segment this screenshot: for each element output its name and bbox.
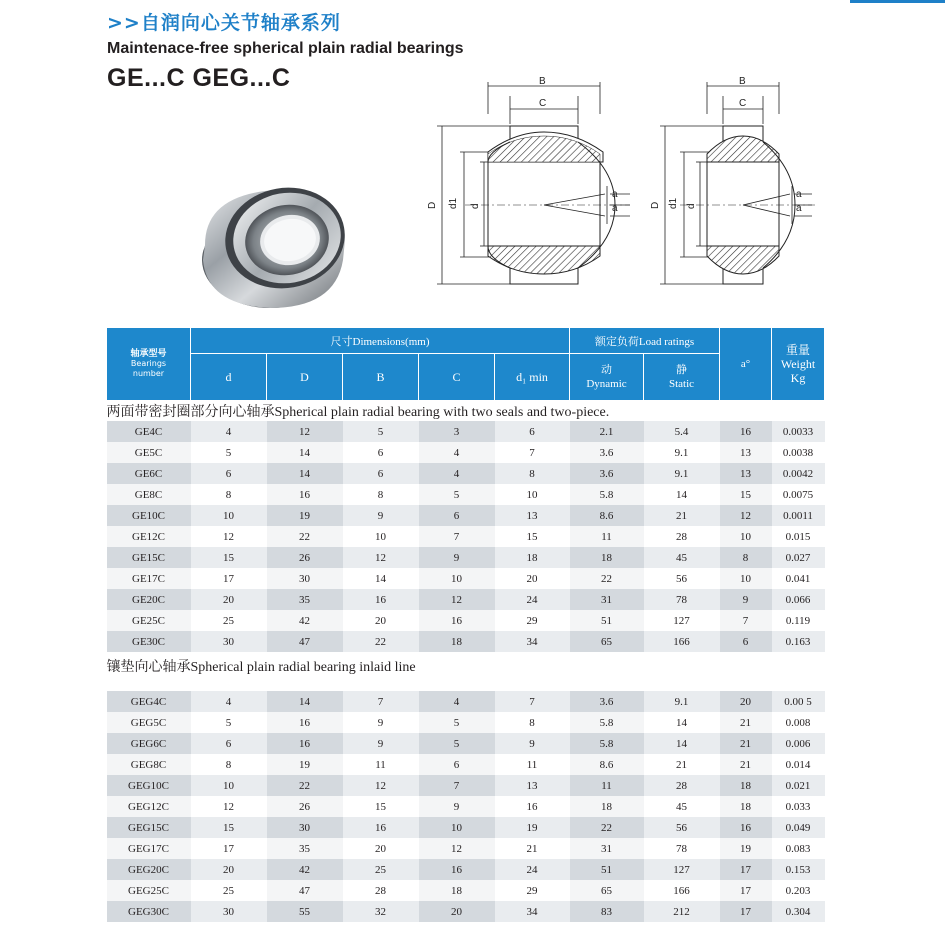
table-cell: 5.8 xyxy=(570,484,644,505)
table-cell: 19 xyxy=(267,505,343,526)
bearing-number-cell: GEG30C xyxy=(107,901,191,922)
table-cell: 20 xyxy=(495,568,570,589)
table-cell: 15 xyxy=(191,547,267,568)
table-cell: 8.6 xyxy=(570,754,644,775)
table-cell: 10 xyxy=(191,505,267,526)
table-cell: 12 xyxy=(343,547,419,568)
bearing-number-cell: GE8C xyxy=(107,484,191,505)
table-cell: 9 xyxy=(720,589,772,610)
header-alpha: a° xyxy=(720,328,772,401)
bearing-number-cell: GE25C xyxy=(107,610,191,631)
table-cell: 5 xyxy=(419,733,495,754)
table-cell: 9 xyxy=(419,796,495,817)
table-cell: 3.6 xyxy=(570,691,644,712)
table-cell: 31 xyxy=(570,589,644,610)
table-cell: 7 xyxy=(720,610,772,631)
header-dynamic: 动 Dynamic xyxy=(570,354,644,401)
table-cell: 6 xyxy=(419,505,495,526)
label-D: D xyxy=(650,201,661,209)
table-cell: 21 xyxy=(720,754,772,775)
table-cell: 21 xyxy=(720,712,772,733)
table-cell: 8 xyxy=(495,463,570,484)
table-cell: 0.203 xyxy=(772,880,825,901)
table-row xyxy=(107,505,825,526)
table-cell: 21 xyxy=(644,505,720,526)
table-row xyxy=(107,547,825,568)
table-cell: 9 xyxy=(495,733,570,754)
table-cell: 6 xyxy=(191,463,267,484)
table-cell: 3.6 xyxy=(570,442,644,463)
label-a-top: a xyxy=(796,189,802,200)
table-cell: 29 xyxy=(495,880,570,901)
table-cell: 16 xyxy=(343,817,419,838)
table-cell: 17 xyxy=(191,568,267,589)
table-cell: 7 xyxy=(419,526,495,547)
table-cell: 31 xyxy=(570,838,644,859)
table-cell: 4 xyxy=(419,442,495,463)
table-cell: 0.0042 xyxy=(772,463,825,484)
table-cell: 10 xyxy=(419,568,495,589)
table-cell: 0.049 xyxy=(772,817,825,838)
table-cell: 0.304 xyxy=(772,901,825,922)
header-D: D xyxy=(267,354,343,401)
table-cell: 9.1 xyxy=(644,442,720,463)
bearing-number-cell: GE30C xyxy=(107,631,191,652)
header-B: B xyxy=(343,354,419,401)
table-cell: 14 xyxy=(343,568,419,589)
table-cell: 127 xyxy=(644,610,720,631)
label-a-bottom: a xyxy=(612,203,618,214)
label-d1: d1 xyxy=(668,197,679,209)
table-cell: 2.1 xyxy=(570,421,644,442)
table-cell: 51 xyxy=(570,859,644,880)
table-cell: 12 xyxy=(720,505,772,526)
table-cell: 10 xyxy=(495,484,570,505)
table-cell: 0.153 xyxy=(772,859,825,880)
table-cell: 0.0033 xyxy=(772,421,825,442)
bearing-spec-table xyxy=(106,327,825,922)
table-cell: 42 xyxy=(267,859,343,880)
table-cell: 10 xyxy=(720,526,772,547)
table-cell: 29 xyxy=(495,610,570,631)
table-cell: 9 xyxy=(343,712,419,733)
cross-section-diagram-ge xyxy=(425,74,635,289)
table-cell: 5.4 xyxy=(644,421,720,442)
table-cell: 30 xyxy=(267,568,343,589)
table-cell: 15 xyxy=(191,817,267,838)
table-cell: 8 xyxy=(720,547,772,568)
table-cell: 12 xyxy=(191,526,267,547)
section-title-ge: 两面带密封圈部分向心轴承Spherical plain radial bearing with two seals and two-piece. xyxy=(106,405,610,420)
table-cell: 5 xyxy=(191,712,267,733)
table-cell: 5 xyxy=(419,484,495,505)
header-weight: 重量 Weight Kg xyxy=(772,328,825,401)
table-cell: 16 xyxy=(267,733,343,754)
table-cell: 17 xyxy=(720,901,772,922)
table-cell: 18 xyxy=(720,796,772,817)
table-cell: 17 xyxy=(191,838,267,859)
table-cell: 9.1 xyxy=(644,463,720,484)
table-cell: 7 xyxy=(495,442,570,463)
table-cell: 8 xyxy=(343,484,419,505)
table-cell: 47 xyxy=(267,880,343,901)
table-cell: 22 xyxy=(267,526,343,547)
header-bearing-number: 轴承型号 Bearings number xyxy=(107,328,191,401)
bearing-number-cell: GEG4C xyxy=(107,691,191,712)
table-cell: 3.6 xyxy=(570,463,644,484)
label-C: C xyxy=(739,98,747,109)
bearing-number-cell: GEG5C xyxy=(107,712,191,733)
table-row xyxy=(107,733,825,754)
table-cell: 30 xyxy=(191,631,267,652)
table-row xyxy=(107,901,825,922)
table-cell: 212 xyxy=(644,901,720,922)
table-row xyxy=(107,817,825,838)
table-cell: 30 xyxy=(267,817,343,838)
table-cell: 28 xyxy=(644,526,720,547)
cross-section-diagram-geg xyxy=(650,74,820,289)
table-cell: 7 xyxy=(495,691,570,712)
header-d: d xyxy=(191,354,267,401)
table-cell: 0.066 xyxy=(772,589,825,610)
table-cell: 56 xyxy=(644,568,720,589)
table-cell: 6 xyxy=(343,463,419,484)
table-cell: 26 xyxy=(267,547,343,568)
table-cell: 5.8 xyxy=(570,712,644,733)
model-series-title: GE...C GEG...C xyxy=(107,64,291,92)
table-cell: 14 xyxy=(644,712,720,733)
table-cell: 12 xyxy=(267,421,343,442)
table-cell: 16 xyxy=(720,421,772,442)
table-cell: 19 xyxy=(495,817,570,838)
table-row xyxy=(107,526,825,547)
bearing-number-cell: GEG8C xyxy=(107,754,191,775)
bearing-number-cell: GEG17C xyxy=(107,838,191,859)
header-d1min: d₁ min xyxy=(495,354,570,401)
bearing-number-cell: GEG20C xyxy=(107,859,191,880)
table-cell: 42 xyxy=(267,610,343,631)
bearing-number-cell: GE20C xyxy=(107,589,191,610)
table-cell: 14 xyxy=(267,442,343,463)
table-cell: 16 xyxy=(495,796,570,817)
table-cell: 0.041 xyxy=(772,568,825,589)
table-cell: 16 xyxy=(267,484,343,505)
table-cell: 18 xyxy=(495,547,570,568)
table-cell: 22 xyxy=(570,568,644,589)
table-cell: 83 xyxy=(570,901,644,922)
table-cell: 22 xyxy=(570,817,644,838)
table-cell: 20 xyxy=(191,859,267,880)
table-cell: 20 xyxy=(343,610,419,631)
table-cell: 34 xyxy=(495,901,570,922)
table-cell: 24 xyxy=(495,589,570,610)
table-cell: 15 xyxy=(720,484,772,505)
table-cell: 0.014 xyxy=(772,754,825,775)
table-cell: 13 xyxy=(720,442,772,463)
table-cell: 9 xyxy=(419,547,495,568)
table-row xyxy=(107,775,825,796)
table-cell: 5 xyxy=(419,712,495,733)
table-cell: 10 xyxy=(191,775,267,796)
table-cell: 13 xyxy=(720,463,772,484)
table-row xyxy=(107,442,825,463)
table-cell: 35 xyxy=(267,589,343,610)
table-cell: 0.0011 xyxy=(772,505,825,526)
table-cell: 12 xyxy=(343,775,419,796)
bearing-number-cell: GE6C xyxy=(107,463,191,484)
table-cell: 65 xyxy=(570,631,644,652)
table-cell: 18 xyxy=(419,631,495,652)
label-d1: d1 xyxy=(448,197,459,209)
table-cell: 51 xyxy=(570,610,644,631)
table-row xyxy=(107,754,825,775)
table-cell: 16 xyxy=(343,589,419,610)
table-row xyxy=(107,610,825,631)
table-row xyxy=(107,712,825,733)
table-cell: 4 xyxy=(419,463,495,484)
label-a-bottom: a xyxy=(796,203,802,214)
table-cell: 45 xyxy=(644,547,720,568)
table-cell: 22 xyxy=(267,775,343,796)
table-row xyxy=(107,796,825,817)
table-cell: 16 xyxy=(267,712,343,733)
table-cell: 0.015 xyxy=(772,526,825,547)
table-cell: 25 xyxy=(343,859,419,880)
table-row xyxy=(107,838,825,859)
table-cell: 28 xyxy=(644,775,720,796)
table-cell: 56 xyxy=(644,817,720,838)
table-cell: 13 xyxy=(495,775,570,796)
table-cell: 18 xyxy=(419,880,495,901)
table-cell: 11 xyxy=(495,754,570,775)
table-cell: 47 xyxy=(267,631,343,652)
table-cell: 7 xyxy=(343,691,419,712)
table-row xyxy=(107,568,825,589)
table-cell: 25 xyxy=(191,610,267,631)
table-cell: 10 xyxy=(720,568,772,589)
table-cell: 0.083 xyxy=(772,838,825,859)
table-row xyxy=(107,880,825,901)
table-cell: 35 xyxy=(267,838,343,859)
table-cell: 8 xyxy=(191,754,267,775)
table-cell: 34 xyxy=(495,631,570,652)
label-d: d xyxy=(470,203,481,209)
table-row xyxy=(107,484,825,505)
table-cell: 5 xyxy=(343,421,419,442)
table-cell: 4 xyxy=(419,691,495,712)
table-cell: 22 xyxy=(343,631,419,652)
table-cell: 6 xyxy=(191,733,267,754)
bearing-number-cell: GE15C xyxy=(107,547,191,568)
header-load-ratings: 额定负荷Load ratings xyxy=(570,328,720,354)
table-cell: 65 xyxy=(570,880,644,901)
table-row xyxy=(107,589,825,610)
table-row xyxy=(107,631,825,652)
table-cell: 10 xyxy=(419,817,495,838)
table-cell: 12 xyxy=(419,838,495,859)
section-title-geg: 镶垫向心轴承Spherical plain radial bearing inlaid line xyxy=(106,660,416,675)
table-cell: 12 xyxy=(419,589,495,610)
table-cell: 24 xyxy=(495,859,570,880)
table-cell: 0.021 xyxy=(772,775,825,796)
table-cell: 78 xyxy=(644,838,720,859)
table-cell: 19 xyxy=(267,754,343,775)
table-cell: 0.008 xyxy=(772,712,825,733)
table-cell: 26 xyxy=(267,796,343,817)
label-B: B xyxy=(539,76,546,87)
label-d: d xyxy=(686,203,697,209)
bearing-number-cell: GEG25C xyxy=(107,880,191,901)
table-cell: 16 xyxy=(419,859,495,880)
table-cell: 6 xyxy=(419,754,495,775)
table-row xyxy=(107,691,825,712)
header-static: 静 Static xyxy=(644,354,720,401)
table-cell: 5 xyxy=(191,442,267,463)
table-cell: 9.1 xyxy=(644,691,720,712)
table-cell: 127 xyxy=(644,859,720,880)
table-cell: 19 xyxy=(720,838,772,859)
table-cell: 0.119 xyxy=(772,610,825,631)
label-a-top: a xyxy=(612,189,618,200)
label-D: D xyxy=(427,201,438,209)
title-english: Maintenace-free spherical plain radial bearings xyxy=(107,40,464,57)
label-B: B xyxy=(739,76,746,87)
table-cell: 0.006 xyxy=(772,733,825,754)
header-dimensions: 尺寸Dimensions(mm) xyxy=(191,328,570,354)
table-cell: 6 xyxy=(720,631,772,652)
table-cell: 30 xyxy=(191,901,267,922)
table-cell: 0.0075 xyxy=(772,484,825,505)
header-C: C xyxy=(419,354,495,401)
table-cell: 14 xyxy=(644,484,720,505)
table-cell: 13 xyxy=(495,505,570,526)
label-C: C xyxy=(539,98,547,109)
table-cell: 8.6 xyxy=(570,505,644,526)
table-cell: 4 xyxy=(191,421,267,442)
table-cell: 16 xyxy=(419,610,495,631)
top-accent-line xyxy=(850,0,945,3)
table-cell: 166 xyxy=(644,880,720,901)
table-cell: 8 xyxy=(191,484,267,505)
table-cell: 4 xyxy=(191,691,267,712)
table-cell: 78 xyxy=(644,589,720,610)
bearing-number-cell: GE10C xyxy=(107,505,191,526)
table-row xyxy=(107,859,825,880)
table-cell: 17 xyxy=(720,880,772,901)
table-cell: 0.033 xyxy=(772,796,825,817)
table-cell: 11 xyxy=(570,775,644,796)
bearing-number-cell: GEG12C xyxy=(107,796,191,817)
bearing-number-cell: GE5C xyxy=(107,442,191,463)
table-cell: 11 xyxy=(570,526,644,547)
table-cell: 28 xyxy=(343,880,419,901)
table-cell: 7 xyxy=(419,775,495,796)
bearing-number-cell: GE4C xyxy=(107,421,191,442)
table-cell: 21 xyxy=(495,838,570,859)
table-cell: 11 xyxy=(343,754,419,775)
table-cell: 21 xyxy=(644,754,720,775)
table-cell: 20 xyxy=(720,691,772,712)
bearing-number-cell: GEG6C xyxy=(107,733,191,754)
table-cell: 32 xyxy=(343,901,419,922)
table-cell: 6 xyxy=(343,442,419,463)
table-cell: 166 xyxy=(644,631,720,652)
title-chinese: >>自润向心关节轴承系列 xyxy=(107,12,341,34)
table-cell: 45 xyxy=(644,796,720,817)
table-row xyxy=(107,421,825,442)
table-cell: 16 xyxy=(720,817,772,838)
bearing-number-cell: GE12C xyxy=(107,526,191,547)
table-cell: 14 xyxy=(644,733,720,754)
table-cell: 25 xyxy=(191,880,267,901)
bearing-number-cell: GE17C xyxy=(107,568,191,589)
table-cell: 18 xyxy=(570,547,644,568)
table-row xyxy=(107,463,825,484)
table-cell: 15 xyxy=(495,526,570,547)
table-cell: 55 xyxy=(267,901,343,922)
table-cell: 15 xyxy=(343,796,419,817)
table-cell: 6 xyxy=(495,421,570,442)
bearing-number-cell: GEG10C xyxy=(107,775,191,796)
table-cell: 0.0038 xyxy=(772,442,825,463)
table-cell: 10 xyxy=(343,526,419,547)
table-cell: 18 xyxy=(720,775,772,796)
table-cell: 17 xyxy=(720,859,772,880)
table-cell: 0.027 xyxy=(772,547,825,568)
table-cell: 20 xyxy=(419,901,495,922)
table-cell: 14 xyxy=(267,691,343,712)
bearing-photo xyxy=(195,160,365,320)
bearing-number-cell: GEG15C xyxy=(107,817,191,838)
table-cell: 9 xyxy=(343,505,419,526)
table-cell: 3 xyxy=(419,421,495,442)
table-cell: 20 xyxy=(191,589,267,610)
table-cell: 0.00 5 xyxy=(772,691,825,712)
table-cell: 0.163 xyxy=(772,631,825,652)
table-cell: 8 xyxy=(495,712,570,733)
table-cell: 18 xyxy=(570,796,644,817)
table-cell: 9 xyxy=(343,733,419,754)
table-cell: 5.8 xyxy=(570,733,644,754)
table-cell: 20 xyxy=(343,838,419,859)
table-cell: 12 xyxy=(191,796,267,817)
table-cell: 14 xyxy=(267,463,343,484)
table-cell: 21 xyxy=(720,733,772,754)
